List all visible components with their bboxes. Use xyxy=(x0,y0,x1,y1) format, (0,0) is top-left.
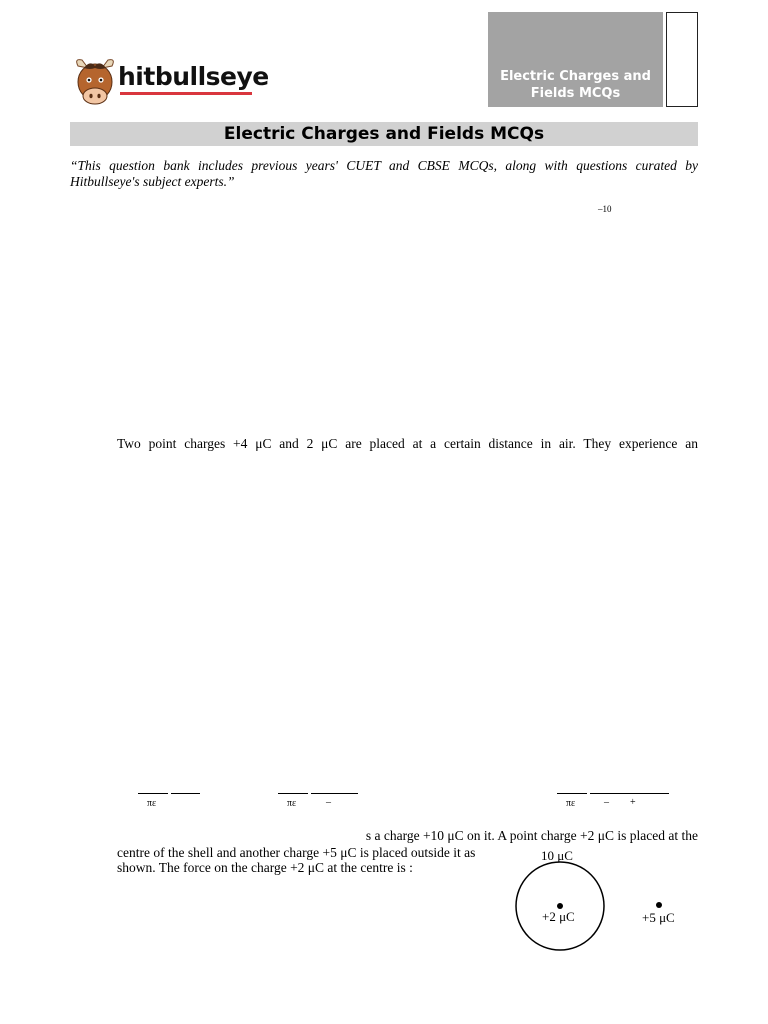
question-2-line-2: centre of the shell and another charge +5 μC is placed outside it as xyxy=(117,845,476,860)
brand-underline xyxy=(120,92,252,95)
pi-epsilon-symbol: πε xyxy=(566,798,576,809)
fraction-bar xyxy=(557,793,587,794)
center-charge-label: +2 μC xyxy=(542,909,575,924)
question-2-line-3: shown. The force on the charge +2 μC at the centre is : xyxy=(117,860,413,875)
intro-paragraph: “This question bank includes previous years' CUET and CBSE MCQs, along with questions curated by Hitbullseye's subject experts.” xyxy=(70,158,698,189)
page-side-box xyxy=(666,12,698,107)
charged-shell-diagram xyxy=(505,845,705,955)
plus-symbol: + xyxy=(630,797,636,808)
question-1-text: Two point charges +4 μC and 2 μC are placed at a certain distance in air. They experience an xyxy=(117,436,698,451)
shell-charge-label: 10 μC xyxy=(541,848,573,863)
outside-charge-label: +5 μC xyxy=(642,910,675,925)
chapter-tag-text: Electric Charges and Fields MCQs xyxy=(500,69,651,101)
fraction-bar xyxy=(138,793,168,794)
outside-charge-dot xyxy=(656,902,662,908)
page-title: Electric Charges and Fields MCQs xyxy=(223,124,545,144)
minus-symbol: – xyxy=(604,797,609,808)
fraction-bar xyxy=(311,793,358,794)
pi-epsilon-symbol: πε xyxy=(147,798,157,809)
minus-symbol: – xyxy=(326,797,331,808)
exponent-fragment: –10 xyxy=(598,204,612,214)
question-2-line-1: s a charge +10 μC on it. A point charge +2 μC is placed at the xyxy=(365,828,698,843)
fraction-bar xyxy=(590,793,669,794)
fraction-bar xyxy=(171,793,200,794)
fraction-bar xyxy=(278,793,308,794)
pi-epsilon-symbol: πε xyxy=(287,798,297,809)
brand-name: hitbullseye xyxy=(118,62,269,91)
